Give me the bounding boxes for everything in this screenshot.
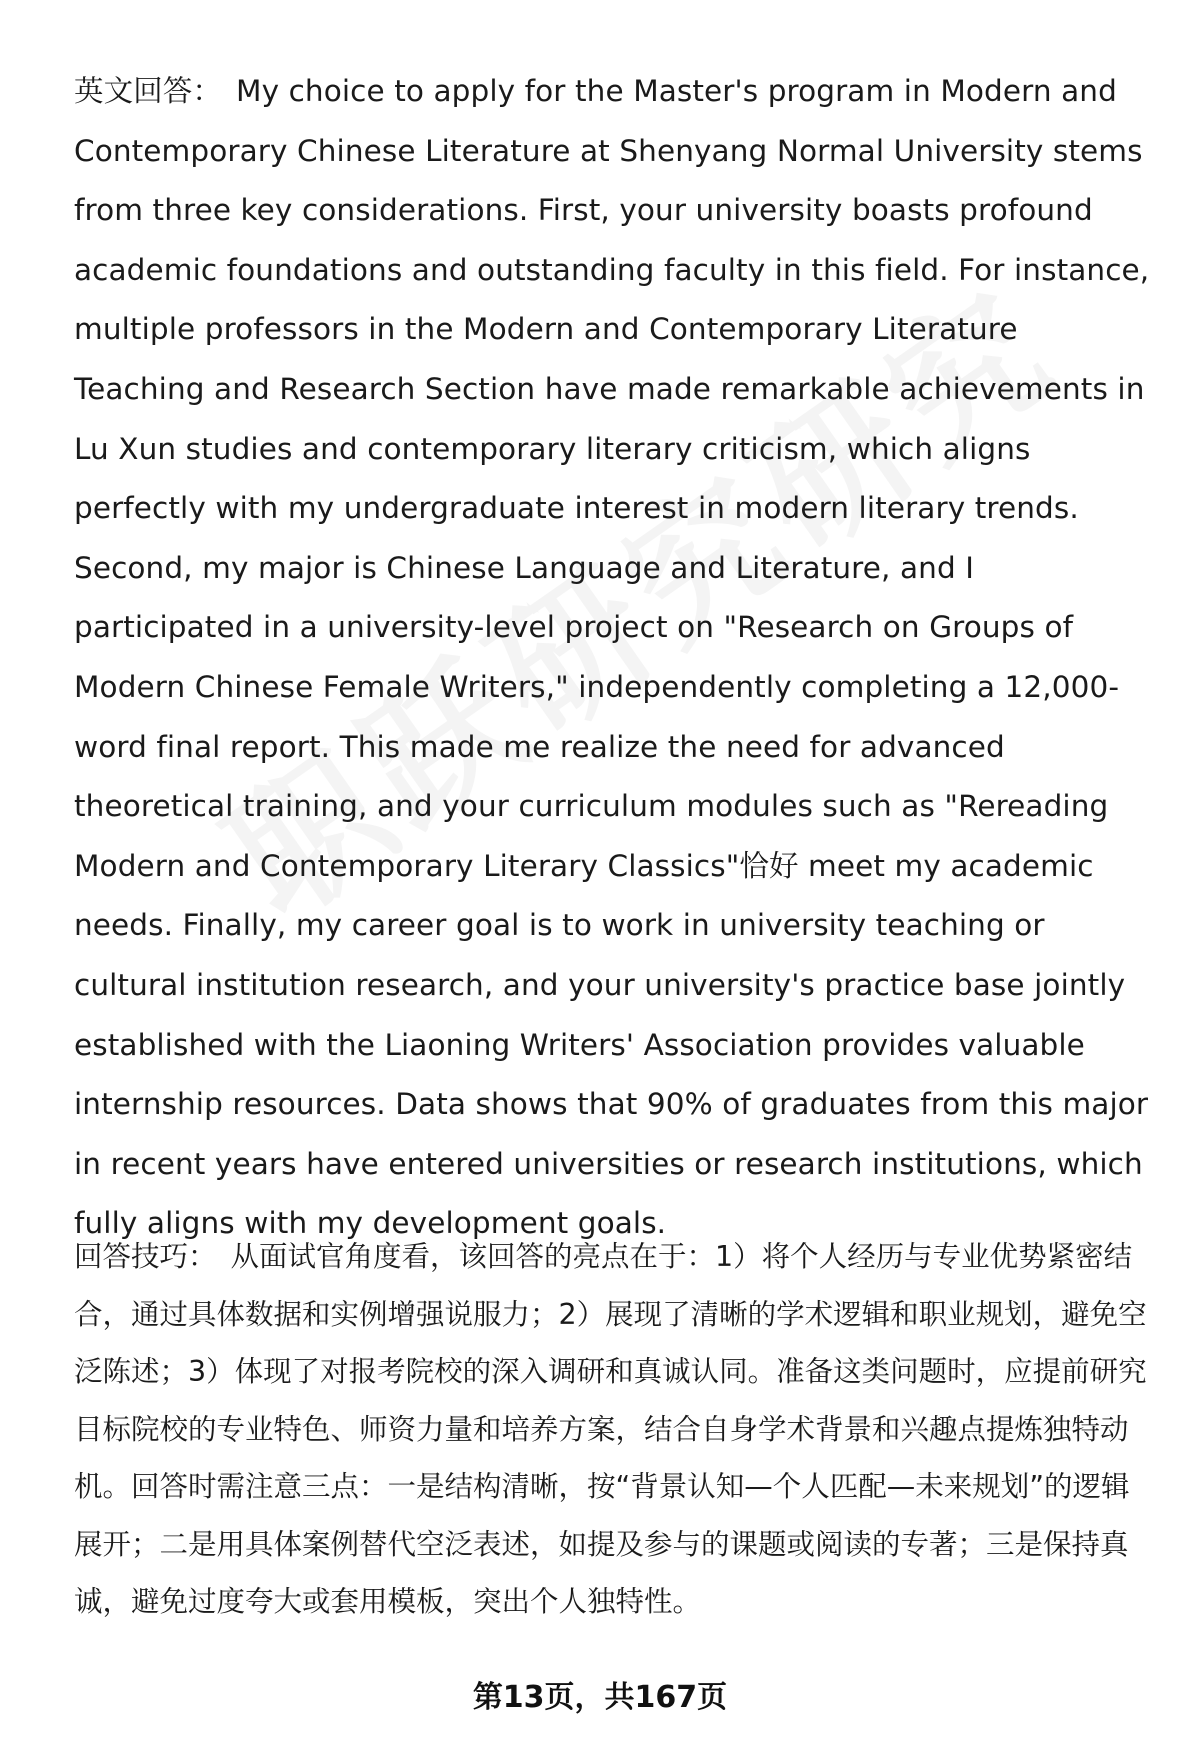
english-answer-paragraph bbox=[74, 62, 1154, 1254]
answer-tips-text: 从面试官角度看，该回答的亮点在于：1）将个人经历与专业优势紧密结合，通过具体数据和实例增强说服力；2）展现了清晰的学术逻辑和职业规划，避免空泛陈述；3）体现了对报考院校的深入调研和真诚认同。准备这类问题时，应提前研究目标院校的专业特色、师资力量和培养方案，结合自身学术背景和兴趣点提炼独特动机。回答时需注意三点：一是结构清晰，按“背景认知—个人匹配—未来规划”的逻辑展开；二是用具体案例替代空泛表述，如提及参与的课题或阅读的专著；三是保持真诚，避免过度夸大或套用模板，突出个人独特性。 bbox=[74, 1240, 1147, 1618]
page-number-footer: 第13页，共167页 bbox=[472, 1680, 728, 1715]
answer-tips-label: 回答技巧： bbox=[74, 1240, 217, 1273]
english-answer-label: 英文回答： bbox=[74, 74, 223, 108]
answer-tips-paragraph bbox=[74, 1228, 1154, 1631]
english-answer-text: My choice to apply for the Master's program in Modern and Contemporary Chinese Literature at Shenyang Normal University stems from three key considerations. First, your university boasts profound academic foundations and outstanding faculty in this field. For instance, multiple professors in the Modern and Contemporary Literature Teaching and Research Section have made remarkable achievements in Lu Xun studies and contemporary literary criticism, which aligns perfectly with my undergraduate interest in modern literary trends. Second, my major is Chinese Language and Literature, and I participated in a university-level project on "Research on Groups of Modern Chinese Female Writers," independently completing a 12,000-word final report. This made me realize the need for advanced theoretical training, and your curriculum modules such as "Rereading Modern and Contemporary Literary Classics"恰好 meet my academic needs. Finally, my career goal is to work in university teaching or cultural institution research, and your university's practice base jointly established with the Liaoning Writers' Association provides valuable internship resources. Data shows that 90% of graduates from this major in recent years have entered universities or research institutions, which fully aligns with my development goals. bbox=[74, 74, 1150, 1241]
